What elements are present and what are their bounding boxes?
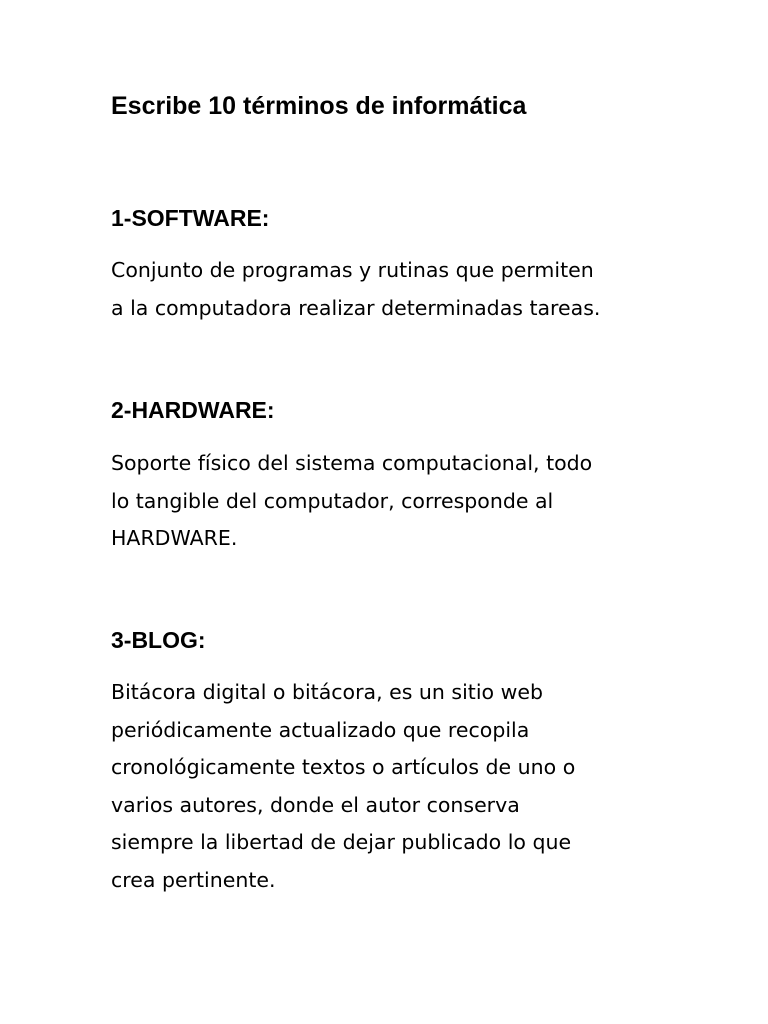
definition-line: siempre la libertad de dejar publicado lo que bbox=[111, 830, 572, 854]
term-definition-blog bbox=[111, 674, 711, 899]
definition-line: Bitácora digital o bitácora, es un sitio web bbox=[111, 680, 543, 704]
definition-line: Soporte físico del sistema computacional, todo bbox=[111, 451, 593, 475]
definition-line: Conjunto de programas y rutinas que permiten bbox=[111, 258, 594, 282]
term-definition-hardware bbox=[111, 445, 711, 558]
definition-line: cronológicamente textos o artículos de uno o bbox=[111, 755, 576, 779]
term-heading-blog: 3-BLOG: bbox=[111, 627, 206, 653]
definition-line: crea pertinente. bbox=[111, 867, 276, 892]
definition-line: HARDWARE. bbox=[111, 526, 238, 550]
term-definition-software bbox=[111, 252, 711, 327]
definition-line: lo tangible del computador, corresponde al bbox=[111, 488, 554, 513]
definition-line: periódicamente actualizado que recopila bbox=[111, 717, 530, 742]
term-heading-software: 1-SOFTWARE: bbox=[111, 205, 270, 231]
document-title: Escribe 10 términos de informática bbox=[111, 92, 527, 120]
definition-line: a la computadora realizar determinadas tareas. bbox=[111, 295, 601, 320]
term-heading-hardware: 2-HARDWARE: bbox=[111, 397, 275, 423]
definition-line: varios autores, donde el autor conserva bbox=[111, 792, 520, 817]
